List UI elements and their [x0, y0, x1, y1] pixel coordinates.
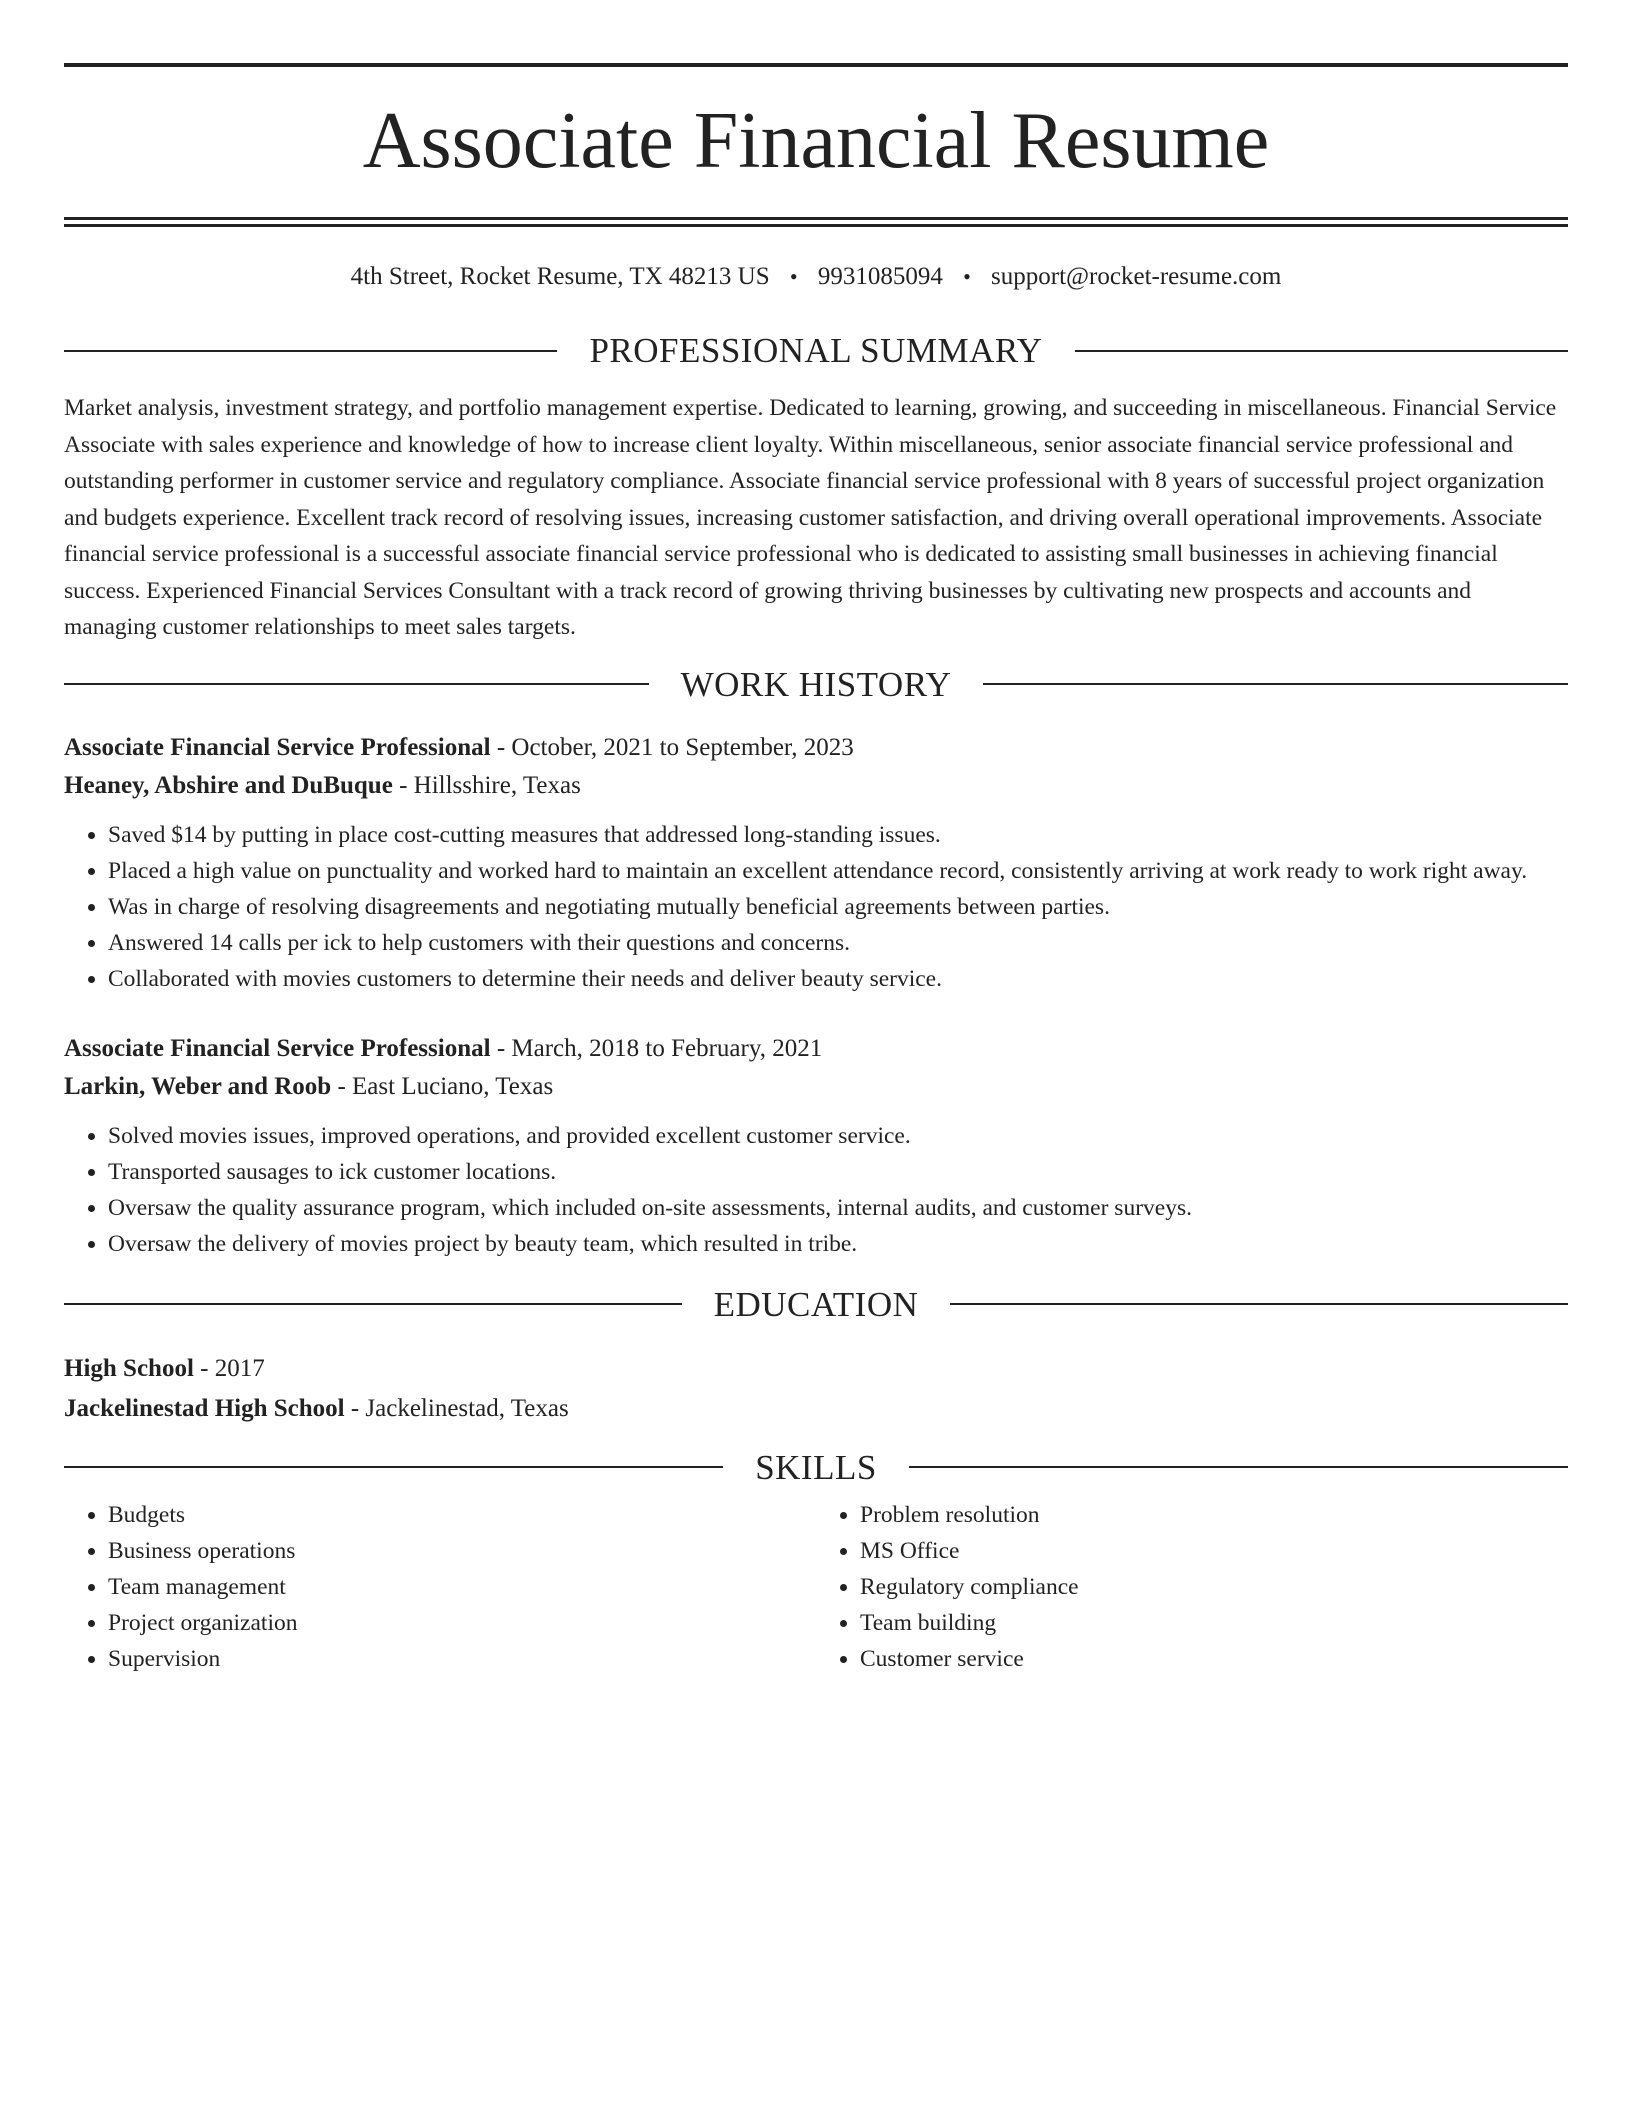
contact-separator: •: [789, 264, 798, 289]
job-company-line: [64, 1068, 1568, 1106]
list-item: • Transported sausages to ick customer locations.: [108, 1154, 1568, 1190]
heading-rule: [64, 1466, 723, 1468]
job-dates: - October, 2021 to September, 2023: [490, 733, 854, 761]
contact-phone: 9931085094: [817, 263, 943, 290]
list-item: • Problem resolution: [860, 1497, 1568, 1533]
list-item: • Budgets: [108, 1497, 816, 1533]
education-heading: [64, 1284, 1568, 1324]
job-entry: [64, 1030, 1568, 1262]
heading-rule: [64, 683, 649, 685]
job-bullets: [64, 817, 1568, 997]
summary-heading: [64, 333, 1568, 368]
list-item: • Answered 14 calls per ick to help customers with their questions and concerns.: [108, 925, 1568, 961]
heading-rule: [1075, 350, 1568, 352]
education-school-line: [64, 1389, 1568, 1429]
job-bullets: [64, 1118, 1568, 1262]
summary-heading-label: PROFESSIONAL SUMMARY: [589, 331, 1043, 370]
list-item: • Supervision: [108, 1641, 816, 1677]
job-location: - East Luciano, Texas: [331, 1072, 554, 1100]
list-item: • Saved $14 by putting in place cost-cutting measures that addressed long-standing issues.: [108, 817, 1568, 853]
list-item: • Placed a high value on punctuality and worked hard to maintain an excellent attendance record, consistently arriving at work ready to work right away.: [108, 853, 1568, 889]
education-degree: High School: [64, 1354, 194, 1382]
list-item: • Team management: [108, 1569, 816, 1605]
heading-rule: [950, 1303, 1568, 1305]
skills-column-right: [816, 1497, 1568, 1677]
education-school: Jackelinestad High School: [64, 1394, 345, 1422]
education-year: - 2017: [193, 1354, 265, 1382]
heading-rule: [64, 350, 557, 352]
heading-rule: [64, 1303, 682, 1305]
title-double-rule: [64, 217, 1568, 227]
work-history-heading-label: WORK HISTORY: [680, 664, 952, 704]
skills-heading: [64, 1447, 1568, 1487]
summary-text: Market analysis, investment strategy, and portfolio management expertise. Dedicated to learning, growing, and succeeding in miscellaneous. Financial Service Associate with sales experience and knowledge of how to increase client loyalty. Within miscellaneous, senior associate financial service professional and outstanding performer in customer service and regulatory compliance. Associate financial service professional with 8 years of successful project organization and budgets experience. Excellent track record of resolving issues, increasing customer satisfaction, and driving overall operational improvements. Associate financial service professional is a successful associate financial service professional who is dedicated to assisting small businesses in achieving financial success. Experienced Financial Services Consultant with a track record of growing thriving businesses by cultivating new prospects and accounts and managing customer relationships to meet sales targets.: [64, 395, 1557, 640]
job-entry: [64, 729, 1568, 997]
job-company-line: [64, 767, 1568, 805]
list-item: • Regulatory compliance: [860, 1569, 1568, 1605]
heading-rule: [983, 683, 1568, 685]
list-item: • Was in charge of resolving disagreements and negotiating mutually beneficial agreements between parties.: [108, 889, 1568, 925]
contact-address: 4th Street, Rocket Resume, TX 48213 US: [350, 263, 770, 290]
job-company: Heaney, Abshire and DuBuque: [64, 771, 393, 799]
list-item: • Solved movies issues, improved operations, and provided excellent customer service.: [108, 1118, 1568, 1154]
list-item: • Collaborated with movies customers to determine their needs and deliver beauty service.: [108, 961, 1568, 997]
heading-rule: [909, 1466, 1568, 1468]
job-company: Larkin, Weber and Roob: [64, 1072, 332, 1100]
education-location: - Jackelinestad, Texas: [344, 1394, 569, 1422]
list-item: • Customer service: [860, 1641, 1568, 1677]
job-title: Associate Financial Service Professional: [64, 1034, 491, 1062]
list-item: • Business operations: [108, 1533, 816, 1569]
list-item: • Oversaw the quality assurance program, which included on-site assessments, internal audits, and customer surveys.: [108, 1190, 1568, 1226]
list-item: • MS Office: [860, 1533, 1568, 1569]
resume-title: Associate Financial Resume: [362, 97, 1270, 185]
contact-email: support@rocket-resume.com: [991, 263, 1282, 290]
education-degree-line: [64, 1349, 1568, 1389]
skills-column-left: [64, 1497, 816, 1677]
skills-heading-label: SKILLS: [755, 1447, 877, 1487]
job-title-line: [64, 1030, 1568, 1068]
contact-line: [64, 262, 1568, 292]
education-entry: [64, 1349, 1568, 1429]
education-heading-label: EDUCATION: [713, 1284, 919, 1324]
job-title: Associate Financial Service Professional: [64, 733, 491, 761]
contact-separator: •: [963, 264, 971, 289]
list-item: • Team building: [860, 1605, 1568, 1641]
list-item: • Project organization: [108, 1605, 816, 1641]
list-item: • Oversaw the delivery of movies project by beauty team, which resulted in tribe.: [108, 1226, 1568, 1262]
job-title-line: [64, 729, 1568, 767]
skills-list: [64, 1497, 1568, 1677]
work-history-heading: [64, 664, 1568, 704]
job-dates: - March, 2018 to February, 2021: [490, 1034, 823, 1062]
job-location: - Hillsshire, Texas: [392, 771, 581, 799]
